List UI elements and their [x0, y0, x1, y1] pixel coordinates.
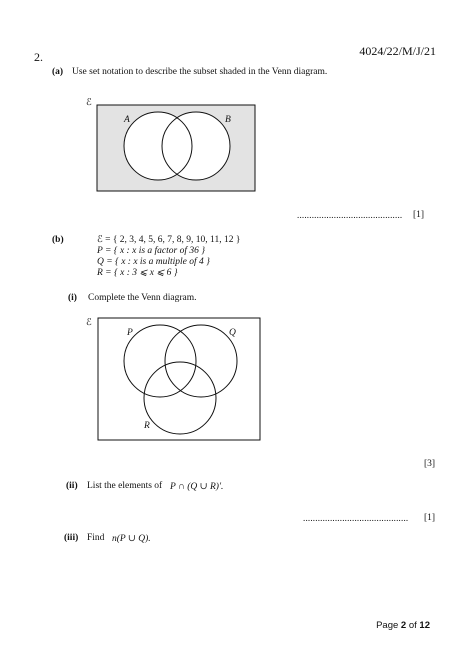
set-r-label: R [144, 421, 150, 431]
part-b-i-label: (i) [68, 293, 77, 303]
venn-diagram-b[interactable] [86, 314, 264, 442]
marks-b-i: [3] [424, 459, 436, 469]
set-b-label: B [225, 115, 231, 125]
set-p-circle [124, 325, 196, 397]
part-b-label: (b) [52, 235, 64, 245]
part-a-label: (a) [52, 67, 64, 77]
marks-a: [1] [413, 210, 425, 220]
part-b-iii-instruction: Find [87, 533, 105, 543]
set-q-label: Q [229, 328, 236, 338]
answer-line-b-ii[interactable]: ........................................... [303, 513, 409, 523]
universal-symbol: ℰ [86, 318, 92, 328]
page-current: 2 [400, 620, 407, 631]
page-total: 12 [419, 620, 430, 631]
part-b-i-instruction: Complete the Venn diagram. [88, 293, 197, 303]
part-b-iii-label: (iii) [64, 533, 79, 543]
set-definition-universal: ℰ = { 2, 3, 4, 5, 6, 7, 8, 9, 10, 11, 12 } [97, 235, 241, 245]
set-r-circle [144, 362, 216, 434]
part-b-ii-expression: P ∩ (Q ∪ R)′. [170, 482, 224, 492]
venn-diagram-a [86, 96, 262, 196]
page-prefix: Page [376, 620, 401, 631]
part-b-ii-label: (ii) [66, 481, 78, 491]
part-a-instruction: Use set notation to describe the subset shaded in the Venn diagram. [72, 67, 328, 77]
set-a-label: A [124, 115, 130, 125]
set-definition-p: P = { x : x is a factor of 36 } [97, 246, 206, 256]
page-of: of [406, 620, 420, 631]
paper-code: 4024/22/M/J/21 [359, 44, 436, 58]
question-number: 2. [34, 50, 43, 64]
set-p-label: P [127, 328, 133, 338]
page-number [376, 620, 430, 631]
part-b-iii-expression: n(P ∪ Q). [112, 534, 151, 544]
set-definition-q: Q = { x : x is a multiple of 4 } [97, 257, 210, 267]
marks-b-ii: [1] [424, 513, 436, 523]
answer-line-a[interactable]: ........................................... [297, 210, 403, 220]
set-q-circle [165, 325, 237, 397]
set-definition-r: R = { x : 3 ⩽ x ⩽ 6 } [97, 268, 178, 278]
part-b-ii-instruction: List the elements of [87, 481, 163, 491]
universal-symbol: ℰ [86, 98, 92, 108]
